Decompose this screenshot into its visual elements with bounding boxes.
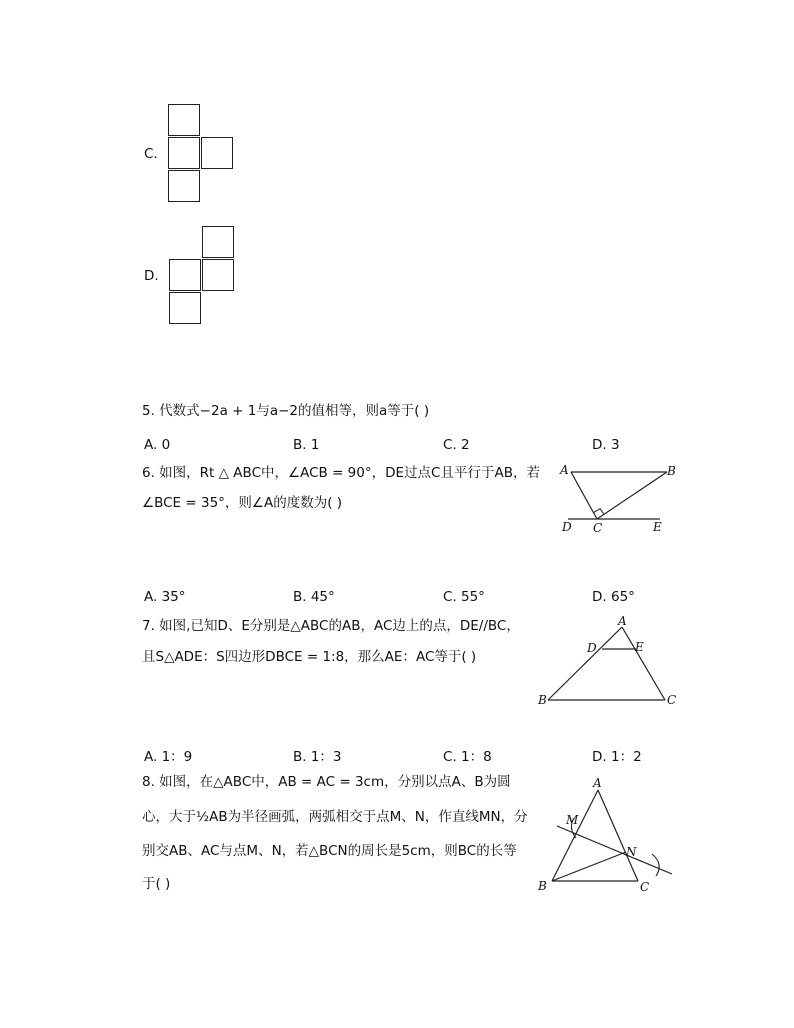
q7-option-a: A. 1：9 [144, 749, 193, 765]
q5-stem: 5. 代数式−2a + 1与a−2的值相等，则a等于( ) [142, 403, 430, 419]
net-c-square [168, 170, 200, 202]
net-c-square [168, 137, 200, 169]
q8-stem-line3: 别交AB、AC与点M、N，若△BCN的周长是5cm，则BC的长等 [142, 843, 517, 859]
q6-label-d: D [562, 520, 572, 534]
q8-label-b: B [538, 879, 547, 893]
q8-stem-line2: 心，大于½AB为半径画弧，两弧相交于点M、N，作直线MN，分 [142, 809, 528, 825]
q5-option-b: B. 1 [293, 437, 320, 453]
net-c-square [201, 137, 233, 169]
net-d-square [202, 226, 234, 258]
q7-label-d: D [587, 641, 597, 655]
q8-label-m: M [566, 813, 579, 827]
q7-label-c: C [667, 693, 677, 707]
q7-label-b: B [538, 693, 547, 707]
net-d-square [169, 259, 201, 291]
q6-option-a: A. 35° [144, 589, 186, 605]
q7-option-d: D. 1：2 [592, 749, 642, 765]
q8-label-c: C [640, 880, 650, 894]
q6-option-b: B. 45° [293, 589, 335, 605]
q6-label-c: C [593, 521, 603, 535]
q8-label-n: N [626, 845, 637, 859]
q8-figure [530, 770, 685, 895]
q7-option-b: B. 1：3 [293, 749, 342, 765]
net-d-label: D. [144, 268, 159, 284]
q8-stem-line4: 于( ) [142, 876, 171, 892]
q8-stem-line1: 8. 如图，在△ABC中，AB = AC = 3cm，分别以点A、B为圆 [142, 774, 511, 790]
q6-stem-line1: 6. 如图，Rt △ ABC中，∠ACB = 90°，DE过点C且平行于AB，若 [142, 465, 540, 481]
q6-label-a: A [560, 463, 569, 477]
net-d-square [169, 292, 201, 324]
q6-label-e: E [653, 520, 662, 534]
q8-label-a: A [593, 776, 602, 790]
q5-option-c: C. 2 [443, 437, 470, 453]
net-c-square [168, 104, 200, 136]
net-d-square [202, 259, 234, 291]
q6-figure [555, 460, 685, 540]
q5-option-d: D. 3 [592, 437, 620, 453]
q6-stem-line2: ∠BCE = 35°，则∠A的度数为( ) [142, 495, 343, 511]
q6-option-d: D. 65° [592, 589, 635, 605]
q5-option-a: A. 0 [144, 437, 171, 453]
q7-label-e: E [635, 640, 644, 654]
q7-label-a: A [618, 614, 627, 628]
q7-option-c: C. 1：8 [443, 749, 492, 765]
q6-label-b: B [667, 464, 676, 478]
q7-figure [530, 610, 690, 715]
q7-stem-line2: 且S△ADE：S四边形DBCE = 1:8，那么AE：AC等于( ) [142, 649, 477, 665]
q6-option-c: C. 55° [443, 589, 485, 605]
q7-stem-line1: 7. 如图,已知D、E分别是△ABC的AB，AC边上的点，DE//BC， [142, 618, 520, 634]
net-c-label: C. [144, 146, 158, 162]
